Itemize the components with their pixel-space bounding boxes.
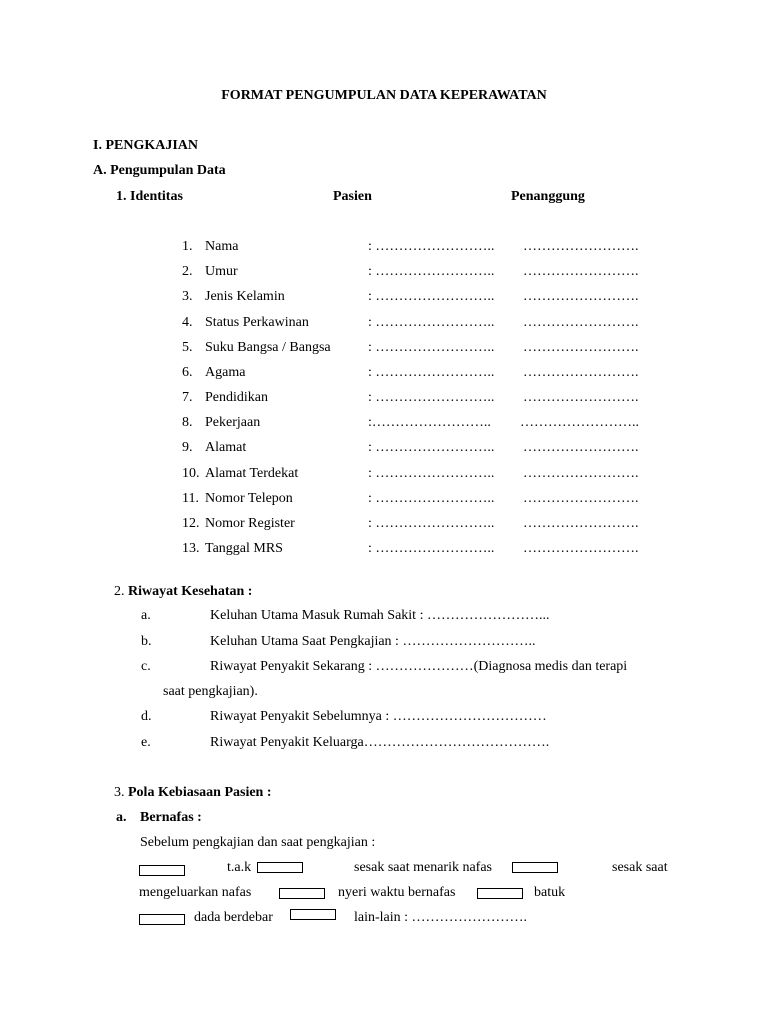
pasien-field[interactable]: : ……………………..	[368, 289, 495, 304]
pasien-field[interactable]: : ……………………..	[368, 390, 495, 405]
pola-heading	[114, 785, 272, 801]
row-label: Suku Bangsa / Bangsa	[205, 340, 331, 355]
column-pasien: Pasien	[333, 189, 372, 204]
penanggung-field[interactable]: …………………….	[523, 541, 639, 556]
riwayat-label: Riwayat Kesehatan :	[128, 584, 253, 599]
checkbox-tak[interactable]	[257, 862, 303, 873]
row-label: Tanggal MRS	[205, 541, 283, 556]
riwayat-item[interactable]: Keluhan Utama Saat Pengkajian : ………………………..	[210, 634, 536, 649]
riwayat-letter: a.	[141, 608, 151, 623]
bernafas-letter: a.	[116, 810, 127, 825]
row-number: 2.	[182, 264, 193, 279]
penanggung-field[interactable]: …………………….	[523, 440, 639, 455]
row-number: 3.	[182, 289, 193, 304]
row-label: Alamat	[205, 440, 247, 455]
row-number: 12.	[182, 516, 200, 531]
option-sesak-saat-label: sesak saat	[612, 860, 668, 875]
pasien-field[interactable]: : ……………………..	[368, 365, 495, 380]
row-number: 11.	[182, 491, 199, 506]
option-dada-label: dada berdebar	[194, 910, 273, 925]
penanggung-field[interactable]: …………………….	[523, 365, 639, 380]
row-label: Alamat Terdekat	[205, 466, 299, 481]
section-pengumpulan-data: A. Pengumpulan Data	[93, 163, 226, 178]
pasien-field[interactable]: : ……………………..	[368, 466, 495, 481]
riwayat-item[interactable]: Riwayat Penyakit Sebelumnya : ……………………………	[210, 709, 547, 724]
row-number: 6.	[182, 365, 193, 380]
row-number: 10.	[182, 466, 200, 481]
row-label: Pekerjaan	[205, 415, 261, 430]
checkbox-nyeri[interactable]	[477, 888, 523, 899]
pasien-field[interactable]: : ……………………..	[368, 340, 495, 355]
pasien-field[interactable]: : ……………………..	[368, 516, 495, 531]
pasien-field[interactable]: : ……………………..	[368, 315, 495, 330]
bernafas-intro: Sebelum pengkajian dan saat pengkajian :	[140, 835, 376, 850]
penanggung-field[interactable]: ……………………..	[520, 415, 639, 430]
riwayat-item[interactable]: Riwayat Penyakit Sekarang : …………………(Diagnosa medis dan terapi	[210, 659, 628, 674]
riwayat-item[interactable]: Keluhan Utama Masuk Rumah Sakit : ……………………...	[210, 608, 550, 623]
row-number: 9.	[182, 440, 193, 455]
riwayat-heading	[114, 584, 252, 600]
option-mengeluarkan-label: mengeluarkan nafas	[139, 885, 252, 900]
riwayat-letter: e.	[141, 735, 151, 750]
pasien-field[interactable]: : ……………………..	[368, 440, 495, 455]
penanggung-field[interactable]: …………………….	[523, 239, 639, 254]
row-number: 8.	[182, 415, 193, 430]
riwayat-letter: d.	[141, 709, 152, 724]
riwayat-letter: c.	[141, 659, 151, 674]
riwayat-item-continuation: saat pengkajian).	[163, 684, 258, 699]
option-batuk-label: batuk	[534, 885, 566, 900]
row-label: Agama	[205, 365, 246, 380]
pola-label: Pola Kebiasaan Pasien :	[128, 785, 272, 800]
identitas-label: 1. Identitas	[116, 189, 183, 204]
bernafas-label: Bernafas :	[140, 810, 202, 825]
checkbox-batuk[interactable]	[139, 914, 185, 925]
row-label: Status Perkawinan	[205, 315, 309, 330]
checkbox-sesak-menarik[interactable]	[512, 862, 558, 873]
pasien-field[interactable]: : ……………………..	[368, 239, 495, 254]
option-lain-label: lain-lain : …………………….	[354, 910, 528, 925]
row-number: 1.	[182, 239, 193, 254]
option-sesak-menarik-label: sesak saat menarik nafas	[354, 860, 492, 875]
riwayat-item[interactable]: Riwayat Penyakit Keluarga………………………………….	[210, 735, 550, 750]
option-nyeri-label: nyeri waktu bernafas	[338, 885, 456, 900]
row-number: 4.	[182, 315, 193, 330]
column-penanggung: Penanggung	[511, 189, 585, 204]
penanggung-field[interactable]: …………………….	[523, 264, 639, 279]
penanggung-field[interactable]: …………………….	[523, 340, 639, 355]
row-label: Umur	[205, 264, 238, 279]
pasien-field[interactable]: : ……………………..	[368, 541, 495, 556]
row-label: Nomor Register	[205, 516, 295, 531]
row-number: 5.	[182, 340, 193, 355]
checkbox-dada[interactable]	[290, 909, 336, 920]
pola-number: 3.	[114, 785, 125, 800]
document-title: FORMAT PENGUMPULAN DATA KEPERAWATAN	[221, 88, 547, 103]
riwayat-letter: b.	[141, 634, 152, 649]
penanggung-field[interactable]: …………………….	[523, 516, 639, 531]
row-number: 7.	[182, 390, 193, 405]
penanggung-field[interactable]: …………………….	[523, 289, 639, 304]
checkbox-mengeluarkan[interactable]	[279, 888, 325, 899]
row-number: 13.	[182, 541, 200, 556]
pasien-field[interactable]: :……………………..	[368, 415, 491, 430]
row-label: Nama	[205, 239, 239, 254]
row-label: Nomor Telepon	[205, 491, 293, 506]
penanggung-field[interactable]: …………………….	[523, 390, 639, 405]
penanggung-field[interactable]: …………………….	[523, 491, 639, 506]
riwayat-number: 2.	[114, 584, 125, 599]
penanggung-field[interactable]: …………………….	[523, 315, 639, 330]
checkbox-blank[interactable]	[139, 865, 185, 876]
pasien-field[interactable]: : ……………………..	[368, 491, 495, 506]
option-tak-label: t.a.k	[227, 860, 252, 875]
row-label: Jenis Kelamin	[205, 289, 285, 304]
section-pengkajian: I. PENGKAJIAN	[93, 138, 199, 153]
pasien-field[interactable]: : ……………………..	[368, 264, 495, 279]
penanggung-field[interactable]: …………………….	[523, 466, 639, 481]
row-label: Pendidikan	[205, 390, 268, 405]
